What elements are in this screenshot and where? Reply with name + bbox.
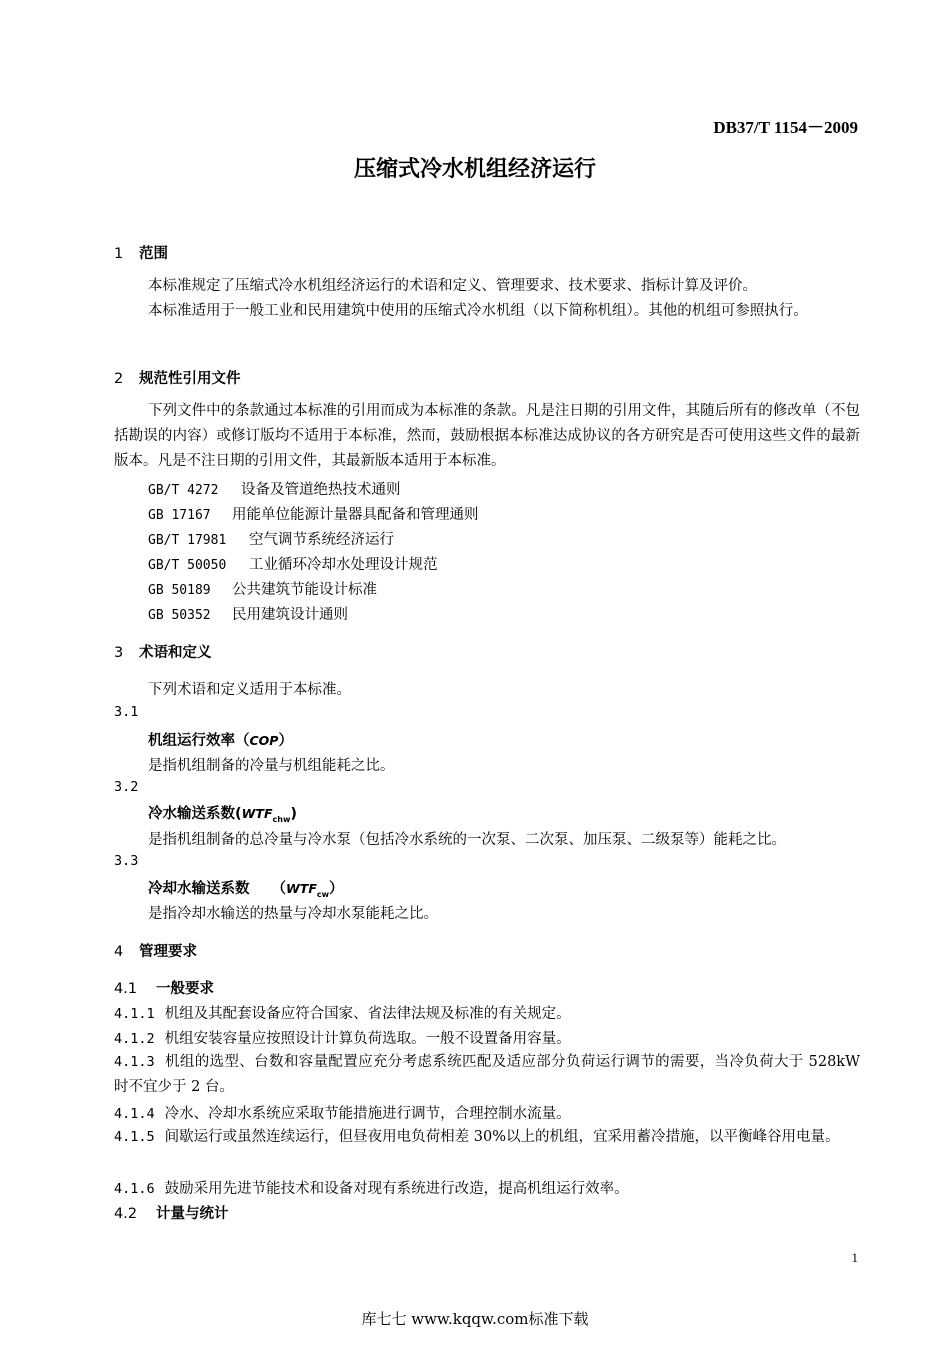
definition-text: 是指冷却水输送的热量与冷却水泵能耗之比。 <box>148 906 438 922</box>
clause <box>114 1102 571 1123</box>
reference-code: GB/T 4272 <box>148 483 219 498</box>
reference-title: 设备及管道绝热技术通则 <box>241 482 401 498</box>
clause <box>114 1125 860 1150</box>
definition-number: 3.2 <box>114 779 139 795</box>
subsection-4-1-heading <box>114 977 214 998</box>
reference-code: GB 50352 <box>148 608 211 623</box>
clause-text: 机组的选型、台数和容量配置应充分考虑系统匹配及适应部分负荷运行调节的需要，当冷负荷大于 528kW 时不宜少于 2 台。 <box>114 1054 860 1095</box>
section-title: 范围 <box>139 246 168 262</box>
reference-title: 空气调节系统经济运行 <box>249 532 394 548</box>
term-name: 机组运行效率 <box>148 733 235 749</box>
paragraph: 本标准规定了压缩式冷水机组经济运行的术语和定义、管理要求、技术要求、指标计算及评价。 <box>148 278 757 294</box>
bracket: ) <box>290 806 297 822</box>
reference-title: 民用建筑设计通则 <box>232 607 348 623</box>
reference-item <box>148 578 377 599</box>
clause <box>114 1002 571 1023</box>
section-title: 术语和定义 <box>139 645 212 661</box>
reference-title: 工业循环冷却水处理设计规范 <box>249 557 438 573</box>
section-title: 管理要求 <box>139 944 197 960</box>
section-1-heading <box>114 242 168 263</box>
clause-text: 鼓励采用先进节能技术和设备对现有系统进行改造，提高机组运行效率。 <box>164 1181 629 1197</box>
clause <box>114 1027 571 1048</box>
clause <box>114 1177 629 1198</box>
clause-number: 4.1.6 <box>114 1181 155 1197</box>
term-cop <box>148 729 293 750</box>
bracket: （ <box>271 881 286 897</box>
reference-title: 公共建筑节能设计标准 <box>232 582 377 598</box>
reference-item <box>148 503 479 524</box>
clause-text: 冷水、冷却水系统应采取节能措施进行调节，合理控制水流量。 <box>164 1106 571 1122</box>
clause-number: 4.1.1 <box>114 1006 155 1022</box>
term-wtf-cw <box>148 877 344 899</box>
reference-item <box>148 553 438 574</box>
section-title: 计量与统计 <box>156 1206 229 1222</box>
document-title: 压缩式冷水机组经济运行 <box>353 157 596 182</box>
definition-text: 是指机组制备的冷量与机组能耗之比。 <box>148 758 395 774</box>
clause-text: 间歇运行或虽然连续运行，但昼夜用电负荷相差 30%以上的机组，宜采用蓄冷措施，以平衡峰谷用电量。 <box>164 1129 840 1145</box>
section-title: 规范性引用文件 <box>139 371 241 387</box>
clause-text: 机组安装容量应按照设计计算负荷选取。一般不设置备用容量。 <box>164 1031 571 1047</box>
footer-watermark: 库七七 www.kqqw.com标准下载 <box>361 1310 589 1328</box>
reference-code: GB/T 17981 <box>148 533 227 548</box>
term-name: 冷水输送系数 <box>148 806 235 822</box>
clause <box>114 1050 860 1100</box>
bracket: （ <box>235 733 250 749</box>
bracket: ） <box>278 733 293 749</box>
term-symbol: WTF <box>286 881 317 896</box>
standard-number: DB37/T 1154－2009 <box>713 118 858 137</box>
section-3-heading <box>114 641 212 662</box>
reference-code: GB/T 50050 <box>148 558 227 573</box>
paragraph: 下列术语和定义适用于本标准。 <box>148 682 351 698</box>
section-number: 3 <box>114 645 124 661</box>
section-number: 4.1 <box>114 981 138 997</box>
reference-code: GB 17167 <box>148 508 211 523</box>
reference-title: 用能单位能源计量器具配备和管理通则 <box>232 507 479 523</box>
term-symbol: WTF <box>241 806 273 821</box>
paragraph: 本标准适用于一般工业和民用建筑中使用的压缩式冷水机组（以下简称机组）。其他的机组可参照执行。 <box>148 303 808 319</box>
term-subscript: chw <box>272 814 291 824</box>
bracket: ） <box>329 881 344 897</box>
paragraph: 下列文件中的条款通过本标准的引用而成为本标准的条款。凡是注日期的引用文件，其随后所有的修改单（不包括勘误的内容）或修订版均不适用于本标准，然而，鼓励根据本标准达成协议的各方研究是否可使用这些文件的最新版本。凡是不注日期的引用文件，其最新版本适用于本标准。 <box>114 403 860 469</box>
section-number: 4.2 <box>114 1206 138 1222</box>
term-subscript: cw <box>316 889 329 899</box>
section-4-heading <box>114 940 197 961</box>
reference-item <box>148 603 348 624</box>
section-2-heading <box>114 367 241 388</box>
clause-number: 4.1.5 <box>114 1129 155 1145</box>
reference-item <box>148 478 401 499</box>
section-number: 2 <box>114 371 124 387</box>
clause-text: 机组及其配套设备应符合国家、省法律法规及标准的有关规定。 <box>164 1006 571 1022</box>
subsection-4-2-heading <box>114 1202 229 1223</box>
term-symbol: COP <box>249 733 279 748</box>
clause-number: 4.1.3 <box>114 1054 155 1070</box>
page-number: 1 <box>851 1250 858 1265</box>
definition-number: 3.3 <box>114 853 139 869</box>
reference-code: GB 50189 <box>148 583 211 598</box>
section-number: 4 <box>114 944 124 960</box>
section-title: 一般要求 <box>156 981 214 997</box>
section-number: 1 <box>114 246 124 262</box>
term-wtf-chw <box>148 802 297 824</box>
clause-number: 4.1.4 <box>114 1106 155 1122</box>
term-name: 冷却水输送系数 <box>148 881 250 897</box>
definition-text: 是指机组制备的总冷量与冷水泵（包括冷水系统的一次泵、二次泵、加压泵、二级泵等）能耗之比。 <box>148 832 786 848</box>
bracket: ( <box>235 806 242 822</box>
reference-item <box>148 528 394 549</box>
definition-number: 3.1 <box>114 704 139 720</box>
clause-number: 4.1.2 <box>114 1031 155 1047</box>
